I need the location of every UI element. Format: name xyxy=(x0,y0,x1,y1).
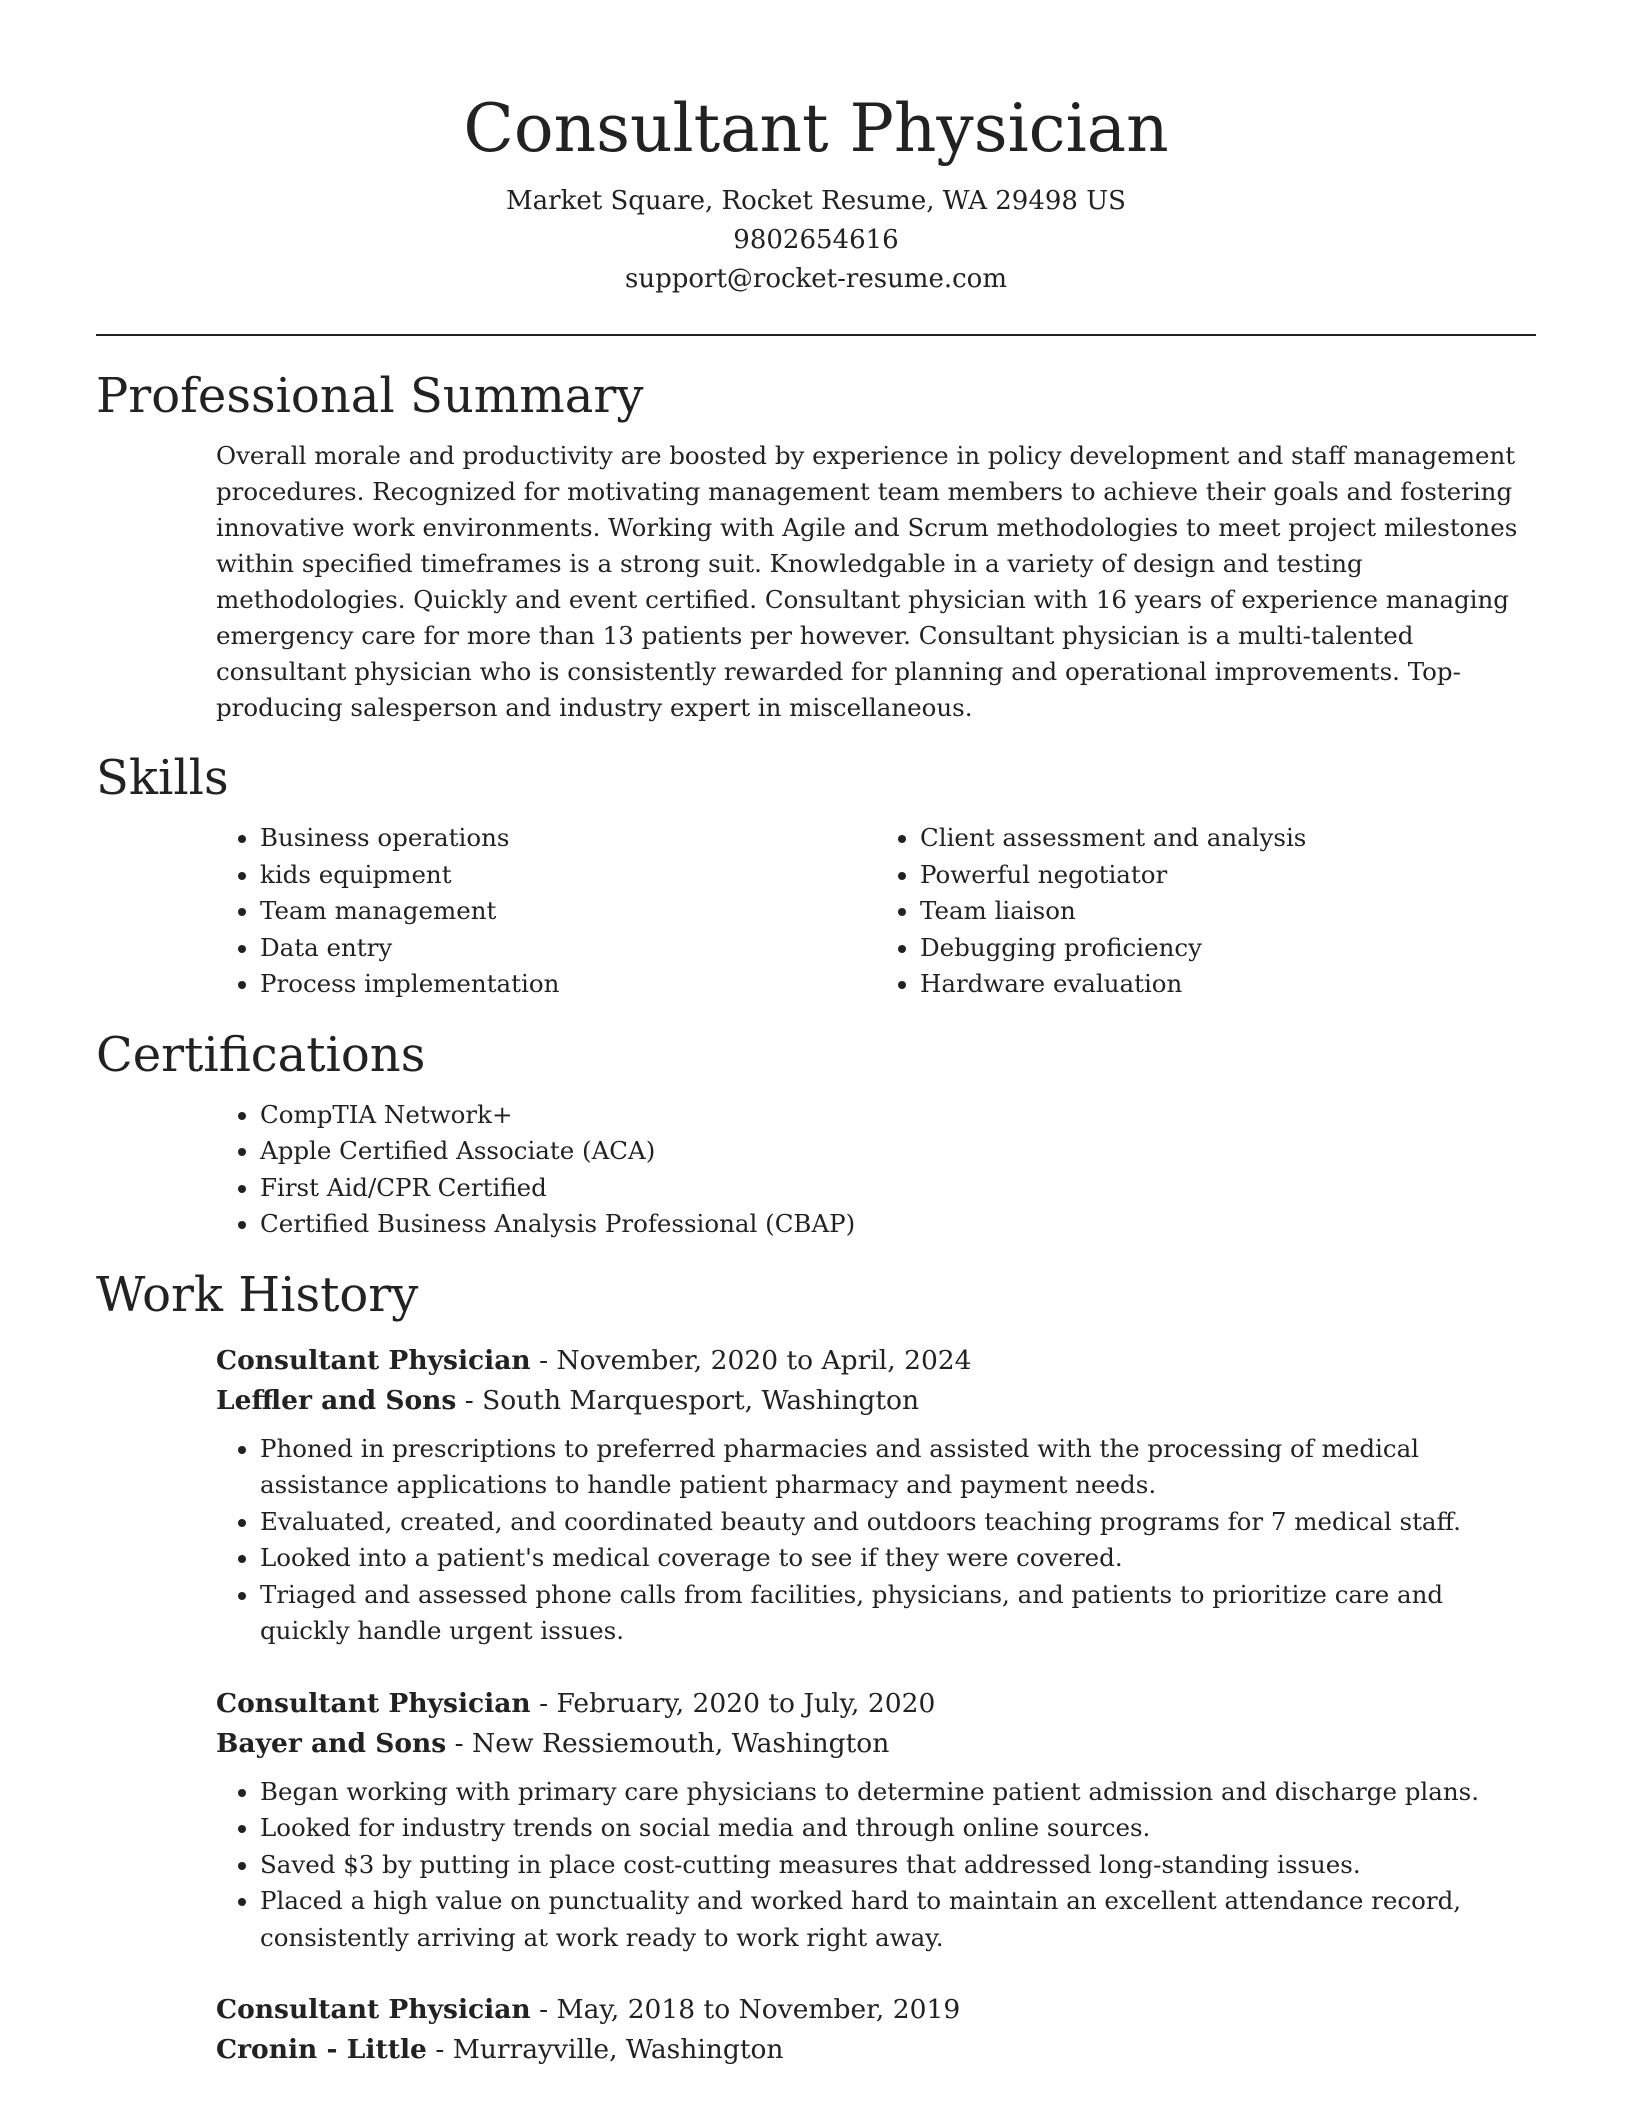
summary-heading: Professional Summary xyxy=(96,368,644,424)
skill-item: • Powerful negotiator xyxy=(920,857,1536,894)
certification-item: • Apple Certified Associate (ACA) xyxy=(260,1133,1536,1170)
job-bullet: • Began working with primary care physicians to determine patient admission and discharge plans. xyxy=(260,1774,1536,1811)
skills-section xyxy=(96,748,1536,1003)
job-title-line xyxy=(216,1990,1536,2030)
resume-name: Consultant Physician xyxy=(463,90,1169,167)
skill-item: • Team management xyxy=(260,893,876,930)
skills-heading: Skills xyxy=(96,750,229,806)
certifications-section xyxy=(96,1025,1536,1243)
job-company-line xyxy=(216,1724,1536,1764)
skill-item: • Client assessment and analysis xyxy=(920,820,1536,857)
job-bullet: • Phoned in prescriptions to preferred pharmacies and assisted with the processing of medical assistance applications to handle patient pharmacy and payment needs. xyxy=(260,1431,1536,1504)
certification-item: • CompTIA Network+ xyxy=(260,1097,1536,1134)
job-title-line xyxy=(216,1341,1536,1381)
contact-info xyxy=(96,182,1536,299)
contact-phone: 9802654616 xyxy=(733,225,899,255)
summary-text: Overall morale and productivity are boosted by experience in policy development and staff management procedures. Recognized for motivating management team members to achieve their goals and fostering innovative work environments. Working with Agile and Scrum methodologies to meet project milestones within specified timeframes is a strong suit. Knowledgable in a variety of design and testing methodologies. Quickly and event certified. Consultant physician with 16 years of experience managing emergency care for more than 13 patients per however. Consultant physician is a multi-talented consultant physician who is consistently rewarded for planning and operational improvements. Top-producing salesperson and industry expert in miscellaneous. xyxy=(216,441,1518,722)
header-divider xyxy=(96,334,1536,336)
job-bullet: • Looked for industry trends on social media and through online sources. xyxy=(260,1810,1536,1847)
certification-item: • Certified Business Analysis Professional (CBAP) xyxy=(260,1206,1536,1243)
job-title: Consultant Physician xyxy=(216,1344,531,1376)
job-company-line xyxy=(216,1381,1536,1421)
skill-item: • Debugging proficiency xyxy=(920,930,1536,967)
job-location: - Murrayville, Washington xyxy=(426,2034,784,2065)
job-bullet: • Saved $3 by putting in place cost-cutting measures that addressed long-standing issues. xyxy=(260,1847,1536,1884)
certification-item: • First Aid/CPR Certified xyxy=(260,1170,1536,1207)
job-entry xyxy=(96,1684,1536,1957)
job-bullets xyxy=(216,1774,1536,1957)
job-company: Leffler and Sons xyxy=(216,1384,457,1416)
contact-address: Market Square, Rocket Resume, WA 29498 US xyxy=(506,186,1126,216)
work-history-list xyxy=(96,1341,1536,2071)
certifications-heading: Certifications xyxy=(96,1026,426,1083)
skill-item: • Process implementation xyxy=(260,966,876,1003)
resume-page xyxy=(96,0,1536,2070)
skill-item: • Business operations xyxy=(260,820,876,857)
certifications-list xyxy=(216,1097,1536,1243)
job-company: Cronin - Little xyxy=(216,2034,427,2065)
job-bullet: • Looked into a patient's medical coverage to see if they were covered. xyxy=(260,1540,1536,1577)
job-title: Consultant Physician xyxy=(216,1687,531,1719)
job-bullet: • Triaged and assessed phone calls from facilities, physicians, and patients to prioritize care and quickly handle urgent issues. xyxy=(260,1577,1536,1650)
skill-item: • Hardware evaluation xyxy=(920,966,1536,1003)
job-company-line xyxy=(216,2030,1536,2070)
job-bullet: • Evaluated, created, and coordinated beauty and outdoors teaching programs for 7 medical staff. xyxy=(260,1504,1536,1541)
work-history-heading: Work History xyxy=(96,1266,419,1323)
work-history-section xyxy=(96,1265,1536,2071)
job-dates: - November, 2020 to April, 2024 xyxy=(530,1344,972,1376)
skills-list-right xyxy=(876,820,1536,1003)
skill-item: • kids equipment xyxy=(260,857,876,894)
job-title: Consultant Physician xyxy=(216,1994,531,2025)
job-dates: - May, 2018 to November, 2019 xyxy=(530,1994,961,2025)
job-bullets xyxy=(216,1431,1536,1650)
job-title-line xyxy=(216,1684,1536,1724)
skills-list-left xyxy=(216,820,876,1003)
job-location: - South Marquesport, Washington xyxy=(456,1384,920,1416)
summary-section xyxy=(96,366,1536,726)
skill-item: • Team liaison xyxy=(920,893,1536,930)
job-bullet: • Placed a high value on punctuality and worked hard to maintain an excellent attendance record, consistently arriving at work ready to work right away. xyxy=(260,1883,1536,1956)
job-entry xyxy=(96,1990,1536,2070)
job-entry xyxy=(96,1341,1536,1650)
skills-columns xyxy=(216,820,1536,1003)
skill-item: • Data entry xyxy=(260,930,876,967)
job-dates: - February, 2020 to July, 2020 xyxy=(530,1687,936,1719)
job-company: Bayer and Sons xyxy=(216,1727,447,1759)
contact-email: support@rocket-resume.com xyxy=(624,264,1007,294)
job-location: - New Ressiemouth, Washington xyxy=(446,1727,890,1759)
